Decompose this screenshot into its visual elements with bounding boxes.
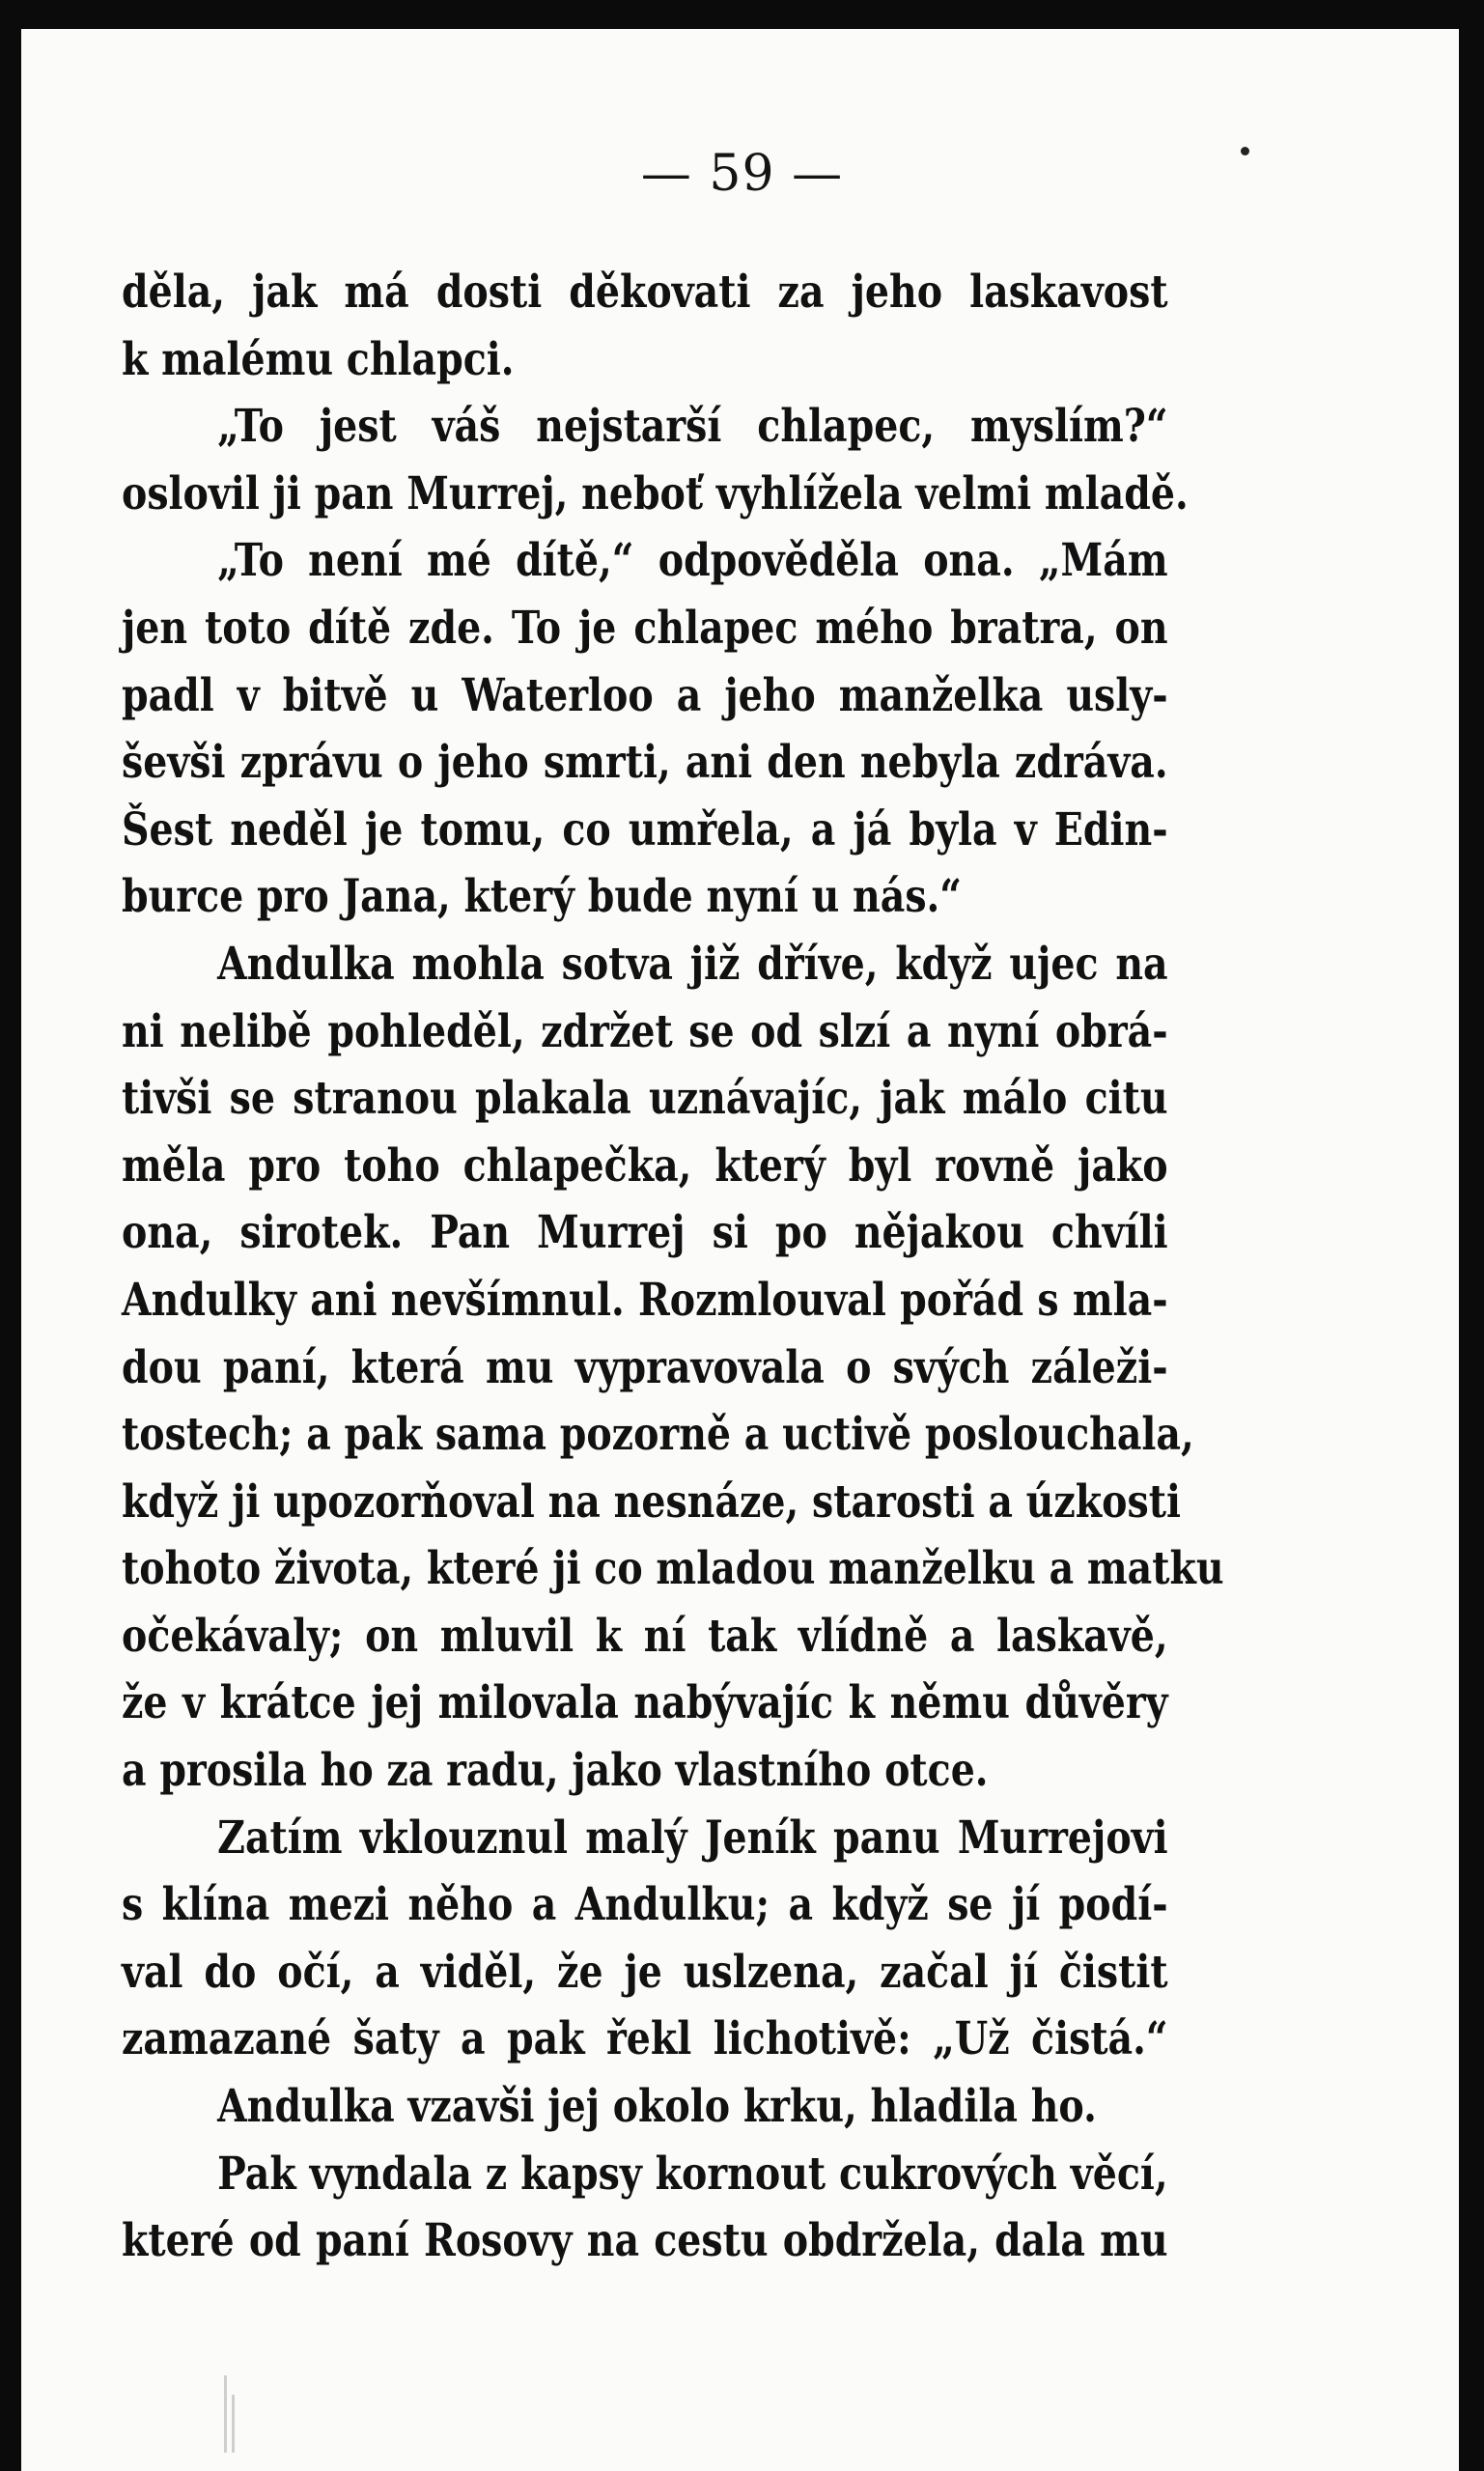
text-line: s klína mezi něho a Andulku; a když se jí podí-	[122, 1878, 1168, 1932]
text-line: Šest neděl je tomu, co umřela, a já byla v Edin-	[122, 802, 1168, 856]
text-line: padl v bitvě u Waterloo a jeho manželka usly-	[122, 668, 1168, 722]
text-line: „To není mé dítě,“ odpověděla ona. „Mám	[217, 534, 1168, 588]
text-line: tostech; a pak sama pozorně a uctivě poslouchala,	[122, 1408, 1194, 1462]
text-line: Pak vyndala z kapsy kornout cukrových věcí,	[217, 2147, 1168, 2201]
text-line: burce pro Jana, který bude nyní u nás.“	[122, 870, 963, 924]
text-line: oslovil ji pan Murrej, neboť vyhlížela velmi mladě.	[122, 466, 1189, 520]
text-line: měla pro toho chlapečka, který byl rovně jako	[122, 1138, 1168, 1193]
text-line: když ji upozorňoval na nesnáze, starosti a úzkosti	[122, 1474, 1181, 1529]
body-text	[122, 259, 1224, 2275]
scan-border-right	[1459, 0, 1484, 2471]
text-line: ševši zprávu o jeho smrti, ani den nebyla zdráva.	[122, 736, 1168, 790]
text-line: očekávaly; on mluvil k ní tak vlídně a laskavě,	[122, 1609, 1168, 1663]
page-number: — 59 —	[640, 145, 844, 203]
text-line: děla, jak má dosti děkovati za jeho laskavost	[122, 266, 1168, 319]
text-line: Andulka mohla sotva již dříve, když ujec na	[217, 937, 1168, 991]
text-line: tivši se stranou plakala uznávajíc, jak málo citu	[122, 1072, 1168, 1126]
text-line: Zatím vklouznul malý Jeník panu Murrejovi	[217, 1811, 1168, 1865]
ink-speck	[1241, 147, 1249, 155]
text-line: zamazané šaty a pak řekl lichotivě: „Už čistá.“	[122, 2012, 1168, 2066]
text-line: val do očí, a viděl, že je uslzena, začal jí čistit	[122, 1945, 1168, 1999]
text-line: jen toto dítě zde. To je chlapec mého bratra, on	[122, 601, 1168, 655]
scan-border-top	[0, 0, 1484, 29]
text-line: Andulka vzavši jej okolo krku, hladila ho.	[217, 2080, 1097, 2134]
margin-mark	[224, 2375, 227, 2453]
text-line: ni nelibě pohleděl, zdržet se od slzí a nyní obrá-	[122, 1004, 1168, 1058]
margin-mark	[232, 2395, 235, 2453]
text-line: a prosila ho za radu, jako vlastního otce.	[122, 1744, 989, 1798]
text-line: ona, sirotek. Pan Murrej si po nějakou chvíli	[122, 1206, 1168, 1260]
text-line: tohoto života, které ji co mladou manželku a matku	[122, 1542, 1224, 1596]
text-line: k malému chlapci.	[122, 332, 515, 386]
text-line: „To jest váš nejstarší chlapec, myslím?“	[217, 400, 1168, 454]
text-line: že v krátce jej milovala nabývajíc k němu důvěry	[122, 1676, 1168, 1730]
text-line: Andulky ani nevšímnul. Rozmlouval pořád s mla-	[122, 1273, 1168, 1327]
text-line: dou paní, která mu vypravovala o svých záleži-	[122, 1340, 1168, 1394]
text-line: které od paní Rosovy na cestu obdržela, dala mu	[122, 2214, 1168, 2268]
scan-border-left	[0, 0, 21, 2471]
